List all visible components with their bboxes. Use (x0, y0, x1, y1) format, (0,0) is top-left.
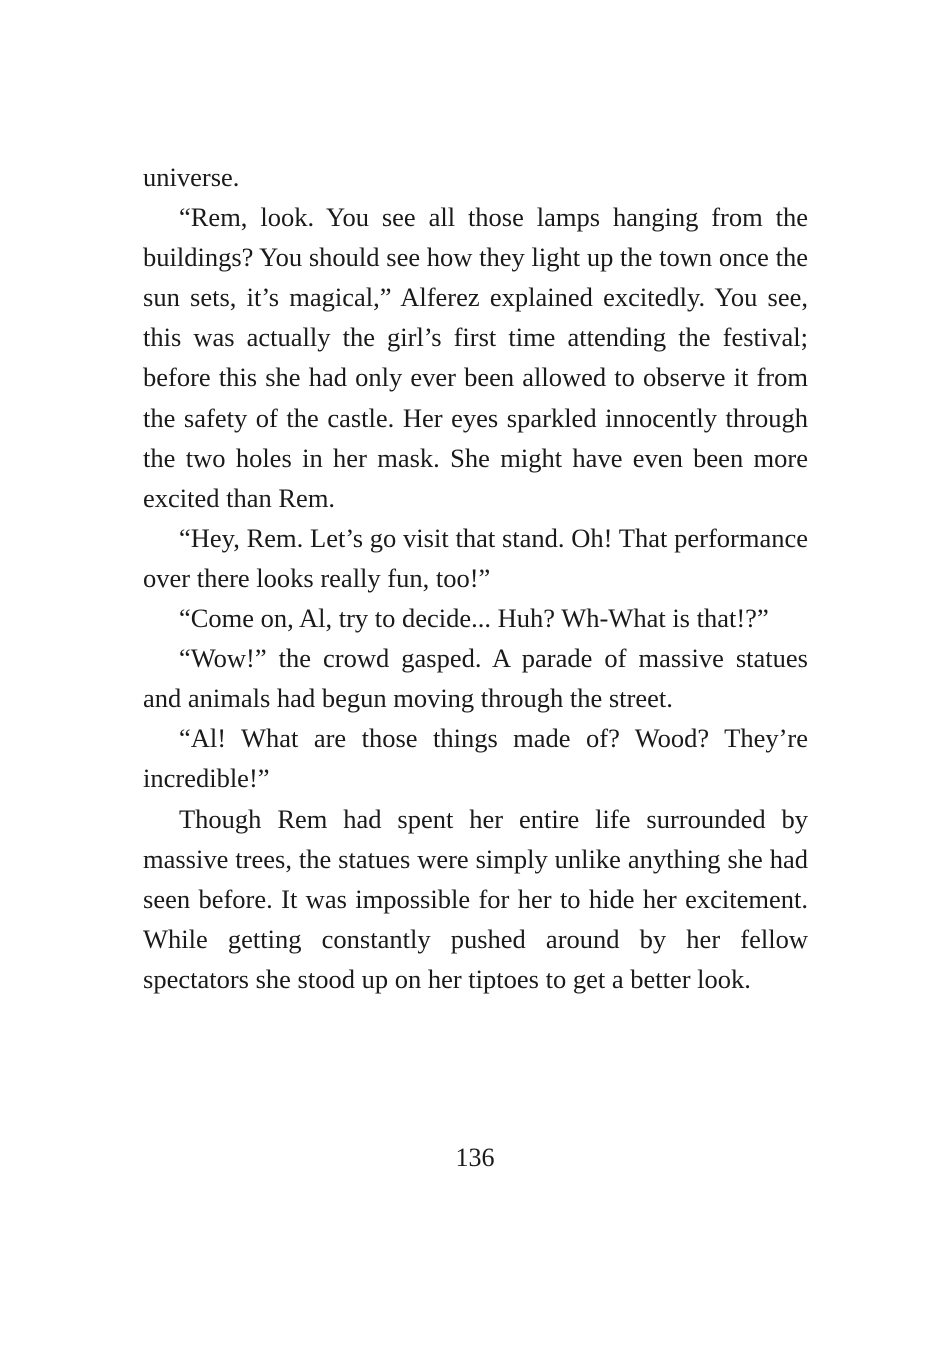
paragraph-lamps: “Rem, look. You see all those lamps hanging from the buildings? You should see how they light up the town once the sun sets, it’s magical,” Alferez explained excitedly. You see, this was actually the girl’s first time attending the festival; before this she had only ever been allowed to observe it from the safety of the castle. Her eyes sparkled innocently through the two holes in her mask. She might have even been more excited than Rem. (143, 202, 808, 513)
paragraph-come-on: “Come on, Al, try to decide... Huh? Wh-What is that!?” (179, 603, 769, 634)
paragraph-continuation: universe. (143, 162, 240, 192)
paragraph-statues: Though Rem had spent her entire life surrounded by massive trees, the statues were simply unlike anything she had seen before. It was impossible for her to hide her excitement. While getting constantly pushed around by her fellow spectators she stood up on her tiptoes to get a better look. (143, 803, 808, 994)
paragraph-parade: “Wow!” the crowd gasped. A parade of massive statues and animals had begun moving through the street. (143, 643, 808, 714)
body-text (143, 157, 808, 999)
paragraph-made-of: “Al! What are those things made of? Wood? They’re incredible!” (143, 723, 808, 794)
paragraph-visit-stand: “Hey, Rem. Let’s go visit that stand. Oh! That performance over there looks really fun, too!” (143, 522, 808, 593)
page-number: 136 (455, 1143, 495, 1172)
